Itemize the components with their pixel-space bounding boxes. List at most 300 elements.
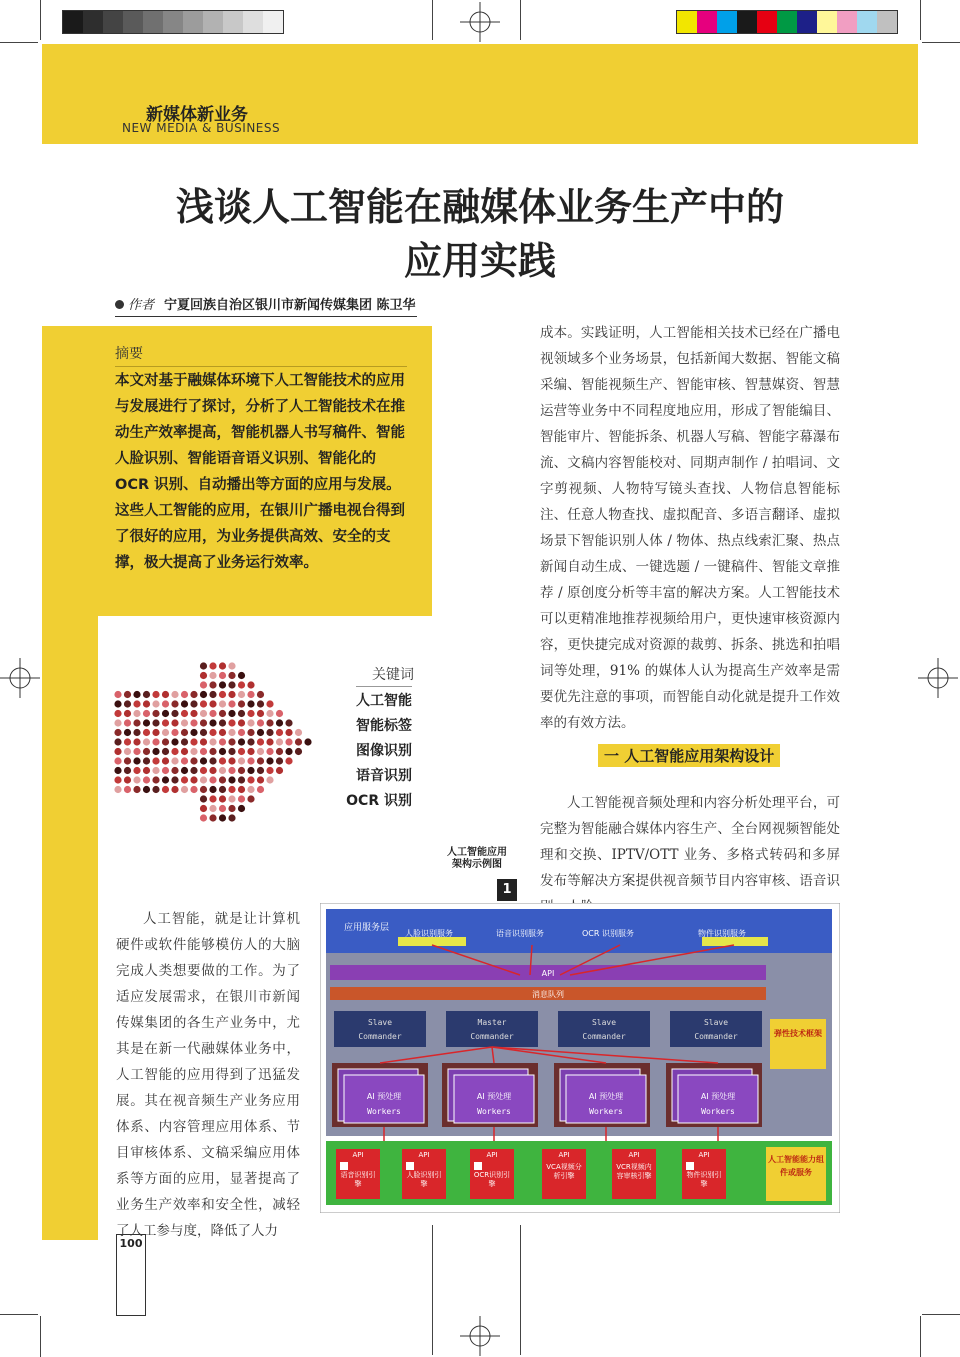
arrow-dot [200, 805, 207, 812]
arrow-dot [257, 719, 264, 726]
arrow-dot [114, 691, 121, 698]
arrow-dot [228, 719, 235, 726]
arrow-dot [209, 757, 216, 764]
commander-box [670, 1011, 762, 1047]
commander-role: Slave [367, 1018, 393, 1027]
page-number: 100 [119, 1237, 143, 1250]
arrow-dot [190, 710, 197, 717]
abstract-title: 摘要 [115, 346, 143, 362]
crop-mark [922, 1314, 960, 1315]
arrow-dot [181, 786, 188, 793]
arrow-dot [124, 767, 131, 774]
arrow-dot [171, 738, 178, 745]
arrow-dot [133, 700, 140, 707]
arrow-dot [190, 786, 197, 793]
arrow-dot [285, 757, 292, 764]
arrow-dot [171, 757, 178, 764]
worker-group [666, 1063, 762, 1127]
arrow-dot [190, 729, 197, 736]
keywords-divider [356, 686, 412, 687]
worker-name: Workers [589, 1107, 623, 1116]
arrow-dot [276, 729, 283, 736]
arrow-dot [181, 700, 188, 707]
arrow-dot [219, 757, 226, 764]
worker-name: Workers [477, 1107, 511, 1116]
arrow-dot [228, 748, 235, 755]
arrow-dot [219, 767, 226, 774]
body-paragraph-left: 人工智能，就是让计算机硬件或软件能够模仿人的大脑完成人类想要做的工作。为了适应发展需求，在银川市新闻传媒集团的各生产业务中，尤其是在新一代融媒体业务中，人工智能的应用得到了迅猛发展。其在视音频生产业务应用体系、内容管理应用体系、节目审核体系、文稿采编应用体系等方面的应用，显著提高了业务生产效率和安全性，减轻了人工参与度，降低了人力 [116, 911, 300, 1239]
arrow-dot [276, 719, 283, 726]
arrow-dot [257, 710, 264, 717]
arrow-dot [219, 786, 226, 793]
arrow-dot [171, 767, 178, 774]
arrow-dot [238, 738, 245, 745]
arrow-dot [114, 738, 121, 745]
arrow-dot [257, 757, 264, 764]
arrow-dot [219, 795, 226, 802]
color-calibration-bar [676, 10, 898, 34]
arrow-dot [143, 700, 150, 707]
arrow-dot [228, 805, 235, 812]
arrow-dot [162, 748, 169, 755]
engine-box [612, 1149, 656, 1199]
keyword-item: OCR 识别 [346, 793, 412, 809]
arrow-dot [200, 691, 207, 698]
arrow-dot [209, 681, 216, 688]
arrow-dot [190, 748, 197, 755]
body-paragraph-right-1: 成本。实践证明，人工智能相关技术已经在广播电视领域多个业务场景，包括新闻大数据、智能文稿采编、智能视频生产、智能审核、智慧媒资、智慧运营等业务中不同程度地应用，形成了智能编目、智能审片、智能拆条、机器人写稿、智能字幕瀑布流、文稿内容智能校对、同期声制作 / 拍唱词、文字剪视频、人物特写镜头查找、人物信息智能标注、任意人物查找、虚拟配音、多语言翻译、虚拟场景下智能识别人体 / 物体、热点线索汇聚、热点新闻自动生成、一键选题 / 一键稿件、智能文章推荐 / 原创度分析等丰富的解决方案。人工智能技术可以更精准地推荐视频给用户，更快速审核资源内容，更快捷完成对资源的裁剪、拆条、挑选和拍唱词等处理，91% 的媒体人认为提高生产效率是需要优先注意的事项，而智能自动化就是提升工作效率的有效方法。 [540, 325, 840, 731]
arrow-dot [124, 786, 131, 793]
arrow-dot [162, 767, 169, 774]
keyword-item: 语音识别 [356, 768, 412, 784]
arrow-dot [257, 748, 264, 755]
arrow-dot [181, 748, 188, 755]
arrow-dot [228, 681, 235, 688]
arrow-dot [228, 710, 235, 717]
arrow-dot [114, 719, 121, 726]
arrow-dot [209, 786, 216, 793]
arrow-dot [190, 691, 197, 698]
arrow-dot [200, 681, 207, 688]
arrow-dot [143, 738, 150, 745]
article-title-line-1: 浅谈人工智能在融媒体业务生产中的 [175, 185, 784, 229]
arrow-dot [200, 757, 207, 764]
commander-box [446, 1011, 538, 1047]
arrow-dot [209, 729, 216, 736]
arrow-dot [200, 767, 207, 774]
engine-box [682, 1149, 726, 1199]
arrow-dot [219, 814, 226, 821]
arrow-dot [143, 786, 150, 793]
arrow-dot [181, 738, 188, 745]
arrow-dot [295, 729, 302, 736]
crop-mark [520, 0, 521, 40]
arrow-dot [285, 748, 292, 755]
arrow-dot [257, 776, 264, 783]
arrow-dot [200, 719, 207, 726]
arrow-dot [200, 700, 207, 707]
arrow-dot [133, 776, 140, 783]
arrow-dot [238, 757, 245, 764]
engine-api: API [352, 1151, 364, 1159]
engine-icon [686, 1162, 694, 1170]
arrow-dot [228, 786, 235, 793]
arrow-dot [209, 662, 216, 669]
crop-mark [432, 1225, 433, 1355]
arrow-dot [247, 776, 254, 783]
arrow-dot [152, 691, 159, 698]
arrow-dot [247, 729, 254, 736]
service-item: 人脸识别服务 [405, 929, 453, 938]
service-layer-label: 应用服务层 [344, 923, 390, 933]
engine-box [470, 1149, 514, 1199]
bullet-dot-icon [115, 300, 124, 309]
arrow-dot [257, 786, 264, 793]
arrow-dot [228, 729, 235, 736]
arrow-dot [190, 719, 197, 726]
arrow-dot [152, 700, 159, 707]
arrow-dot [190, 767, 197, 774]
registration-mark-bottom [460, 1316, 500, 1356]
arrow-dot [133, 767, 140, 774]
arrow-dot [247, 681, 254, 688]
engine-name: 物件识别引擎 [686, 1171, 722, 1188]
section-title-cn: 新媒体新业务 [146, 105, 248, 125]
arrow-dot [152, 776, 159, 783]
grayscale-calibration-bar [62, 10, 284, 34]
engine-name: 人脸识别引擎 [406, 1171, 442, 1188]
arrow-dot [304, 738, 311, 745]
arrow-dot [200, 729, 207, 736]
arrow-dot [266, 729, 273, 736]
article-title-line-2: 应用实践 [403, 239, 556, 283]
arrow-dot [238, 691, 245, 698]
arrow-dot [295, 748, 302, 755]
architecture-diagram [320, 903, 840, 1213]
arrow-dot [247, 738, 254, 745]
arrow-dot [209, 814, 216, 821]
arrow-dot [238, 710, 245, 717]
arrow-dot [114, 710, 121, 717]
commander-role: Master [477, 1018, 507, 1027]
arrow-dot [247, 757, 254, 764]
arrow-dot [143, 757, 150, 764]
arrow-dot [133, 757, 140, 764]
arrow-dot [266, 748, 273, 755]
arrow-dot [228, 738, 235, 745]
arrow-dot [171, 786, 178, 793]
arrow-dot [228, 662, 235, 669]
engine-api: API [628, 1151, 640, 1159]
arrow-dot [247, 700, 254, 707]
figure-caption-line-1: 人工智能应用 [447, 847, 507, 858]
api-label: API [541, 969, 555, 978]
ai-component-label: 人工智能能力组件或服务 [768, 1155, 824, 1177]
registration-mark-left [0, 658, 40, 698]
arrow-dot [152, 748, 159, 755]
worker-name: Workers [367, 1107, 401, 1116]
arrow-dot [228, 795, 235, 802]
service-highlight [398, 937, 466, 946]
arrow-dot [124, 700, 131, 707]
worker-title: AI 预处理 [700, 1092, 736, 1101]
arrow-dot [228, 767, 235, 774]
arrow-dot [228, 691, 235, 698]
arrow-dot [257, 691, 264, 698]
arrow-dot [171, 719, 178, 726]
arrow-dot [276, 748, 283, 755]
keyword-item: 人工智能 [356, 693, 412, 709]
arrow-dot [276, 710, 283, 717]
arrow-dot [266, 767, 273, 774]
service-highlight [702, 937, 768, 946]
arrow-dot [200, 795, 207, 802]
arrow-dot [228, 672, 235, 679]
arrow-dot [162, 691, 169, 698]
arrow-dot [181, 776, 188, 783]
arrow-dot [190, 757, 197, 764]
arrow-dot [219, 691, 226, 698]
arrow-dot [219, 776, 226, 783]
arrow-dot [181, 691, 188, 698]
engine-icon [406, 1162, 414, 1170]
registration-mark-right [918, 658, 958, 698]
worker-group [554, 1063, 650, 1127]
elastic-framework-label: 弹性技术框架 [774, 1029, 822, 1038]
arrow-dot [190, 776, 197, 783]
arrow-dot [219, 672, 226, 679]
arrow-dot [143, 719, 150, 726]
arrow-dot [238, 776, 245, 783]
arrow-dot [219, 719, 226, 726]
arrow-dot [228, 757, 235, 764]
arrow-dot [171, 776, 178, 783]
abstract-divider [115, 366, 407, 367]
arrow-dot [133, 748, 140, 755]
arrow-dot [124, 729, 131, 736]
worker-title: AI 预处理 [366, 1092, 402, 1101]
author-line [115, 294, 417, 317]
figure-number: 1 [497, 879, 517, 901]
commander-name: Commander [582, 1032, 626, 1041]
arrow-dot [152, 767, 159, 774]
arrow-dot [266, 719, 273, 726]
arrow-dot [266, 700, 273, 707]
arrow-dot [200, 748, 207, 755]
arrow-dot [285, 719, 292, 726]
arrow-dot [238, 748, 245, 755]
arrow-dot [181, 757, 188, 764]
arrow-dot [266, 710, 273, 717]
service-item: 物件识别服务 [698, 929, 746, 938]
arrow-dot [124, 719, 131, 726]
section-heading: 一 人工智能应用架构设计 [598, 744, 780, 767]
worker-name: Workers [701, 1107, 735, 1116]
arrow-dot [162, 729, 169, 736]
arrow-dot [143, 691, 150, 698]
crop-mark [40, 1316, 41, 1357]
arrow-dot [162, 700, 169, 707]
arrow-dot [152, 738, 159, 745]
engine-api: API [418, 1151, 430, 1159]
arrow-dot [181, 719, 188, 726]
arrow-dot [209, 700, 216, 707]
crop-mark [40, 0, 41, 40]
worker-title: AI 预处理 [588, 1092, 624, 1101]
arrow-dot [133, 786, 140, 793]
message-queue-label: 消息队列 [532, 990, 564, 999]
keywords-side-band [42, 616, 98, 860]
arrow-dot [219, 748, 226, 755]
arrow-dot [209, 767, 216, 774]
arrow-dot [238, 795, 245, 802]
arrow-dot [124, 691, 131, 698]
arrow-dot [257, 700, 264, 707]
arrow-dot [238, 681, 245, 688]
worker-title: AI 预处理 [476, 1092, 512, 1101]
arrow-dot [228, 814, 235, 821]
keyword-item: 智能标签 [356, 718, 412, 734]
arrow-dot [209, 805, 216, 812]
arrow-dot [219, 710, 226, 717]
arrow-dot [209, 776, 216, 783]
arrow-dot [276, 738, 283, 745]
engine-api: API [486, 1151, 498, 1159]
arrow-dot [209, 719, 216, 726]
arrow-dot [114, 767, 121, 774]
commander-name: Commander [694, 1032, 738, 1041]
engine-api: API [698, 1151, 710, 1159]
arrow-dot [228, 776, 235, 783]
arrow-dot [219, 738, 226, 745]
engine-name: VCR视频内容审核引擎 [616, 1163, 652, 1180]
arrow-dot [200, 786, 207, 793]
worker-group [442, 1063, 538, 1127]
engine-box [402, 1149, 446, 1199]
body-paragraph-right-2: 人工智能视音频处理和内容分析处理平台，可完整为智能融合媒体内容生产、全台网视频智能处理和交换、IPTV/OTT 业务、多格式转码和多屏发布等解决方案提供视音频节目内容审核、语音识 [540, 795, 840, 889]
arrow-dot [247, 719, 254, 726]
arrow-dot [162, 738, 169, 745]
arrow-dot [238, 767, 245, 774]
engine-box [542, 1149, 586, 1199]
arrow-dot [238, 672, 245, 679]
arrow-dot [228, 700, 235, 707]
arrow-dot [266, 757, 273, 764]
arrow-dot [133, 738, 140, 745]
keywords-title: 关键词 [372, 667, 414, 683]
arrow-dot [238, 786, 245, 793]
arrow-dot [266, 776, 273, 783]
engine-api: API [558, 1151, 570, 1159]
arrow-dot [238, 719, 245, 726]
arrow-dot [181, 729, 188, 736]
arrow-dot [247, 795, 254, 802]
arrow-dot [181, 710, 188, 717]
crop-mark [0, 1314, 38, 1315]
commander-role: Slave [703, 1018, 729, 1027]
author-label: 作者 [128, 298, 155, 313]
crop-mark [920, 1316, 921, 1357]
arrow-dot [162, 710, 169, 717]
arrow-dot [171, 729, 178, 736]
arrow-dot [209, 691, 216, 698]
arrow-dot [114, 757, 121, 764]
abstract-text: 本文对基于融媒体环境下人工智能技术的应用与发展进行了探讨，分析了人工智能技术在推动生产效率提高，智能机器人书写稿件、智能人脸识别、智能语音语义识别、智能化的 OCR 识别、自动播出等方面的应用与发展。这些人工智能的应用，在银川广播电视台得到了很好的应用，为业务提供高效、安全的支撑，极大提高了业务运行效率。 [115, 373, 405, 571]
arrow-dot [162, 719, 169, 726]
arrow-dot [266, 738, 273, 745]
arrow-dot [152, 710, 159, 717]
arrow-dot [276, 767, 283, 774]
engine-box [336, 1149, 380, 1199]
left-margin-band [42, 860, 98, 1240]
dot-arrow-graphic [112, 660, 322, 824]
arrow-dot [257, 729, 264, 736]
crop-mark [520, 1225, 521, 1355]
commander-role: Slave [591, 1018, 617, 1027]
arrow-dot [247, 710, 254, 717]
crop-mark [432, 0, 433, 40]
engine-name: 语音识别引擎 [340, 1171, 376, 1188]
arrow-dot [200, 662, 207, 669]
arrow-dot [133, 729, 140, 736]
arrow-dot [247, 691, 254, 698]
service-item: OCR 识别服务 [582, 929, 634, 938]
arrow-dot [200, 710, 207, 717]
engine-name: VCA视频分析引擎 [546, 1163, 582, 1180]
arrow-dot [171, 700, 178, 707]
arrow-dot [247, 748, 254, 755]
arrow-dot [219, 681, 226, 688]
arrow-dot [171, 710, 178, 717]
arrow-dot [124, 738, 131, 745]
arrow-dot [152, 719, 159, 726]
commander-box [558, 1011, 650, 1047]
arrow-dot [247, 767, 254, 774]
arrow-dot [114, 776, 121, 783]
arrow-dot [209, 748, 216, 755]
arrow-dot [114, 748, 121, 755]
engine-name: OCR识别引擎 [473, 1171, 511, 1188]
arrow-dot [124, 776, 131, 783]
arrow-dot [238, 700, 245, 707]
arrow-dot [219, 805, 226, 812]
arrow-dot [257, 738, 264, 745]
arrow-dot [143, 776, 150, 783]
arrow-dot [190, 700, 197, 707]
section-title-en: NEW MEDIA & BUSINESS [122, 121, 281, 135]
service-item: 语音识别服务 [496, 929, 544, 938]
arrow-dot [152, 786, 159, 793]
keyword-item: 图像识别 [356, 743, 412, 759]
commander-name: Commander [358, 1032, 402, 1041]
arrow-dot [114, 729, 121, 736]
arrow-dot [162, 786, 169, 793]
arrow-dot [143, 748, 150, 755]
arrow-dot [133, 691, 140, 698]
commander-box [334, 1011, 426, 1047]
arrow-dot [114, 786, 121, 793]
arrow-dot [133, 710, 140, 717]
arrow-dot [200, 672, 207, 679]
arrow-dot [124, 748, 131, 755]
arrow-dot [152, 729, 159, 736]
arrow-dot [209, 710, 216, 717]
arrow-dot [200, 814, 207, 821]
arrow-dot [285, 738, 292, 745]
figure-caption [440, 847, 514, 871]
commander-name: Commander [470, 1032, 514, 1041]
arrow-dot [219, 729, 226, 736]
